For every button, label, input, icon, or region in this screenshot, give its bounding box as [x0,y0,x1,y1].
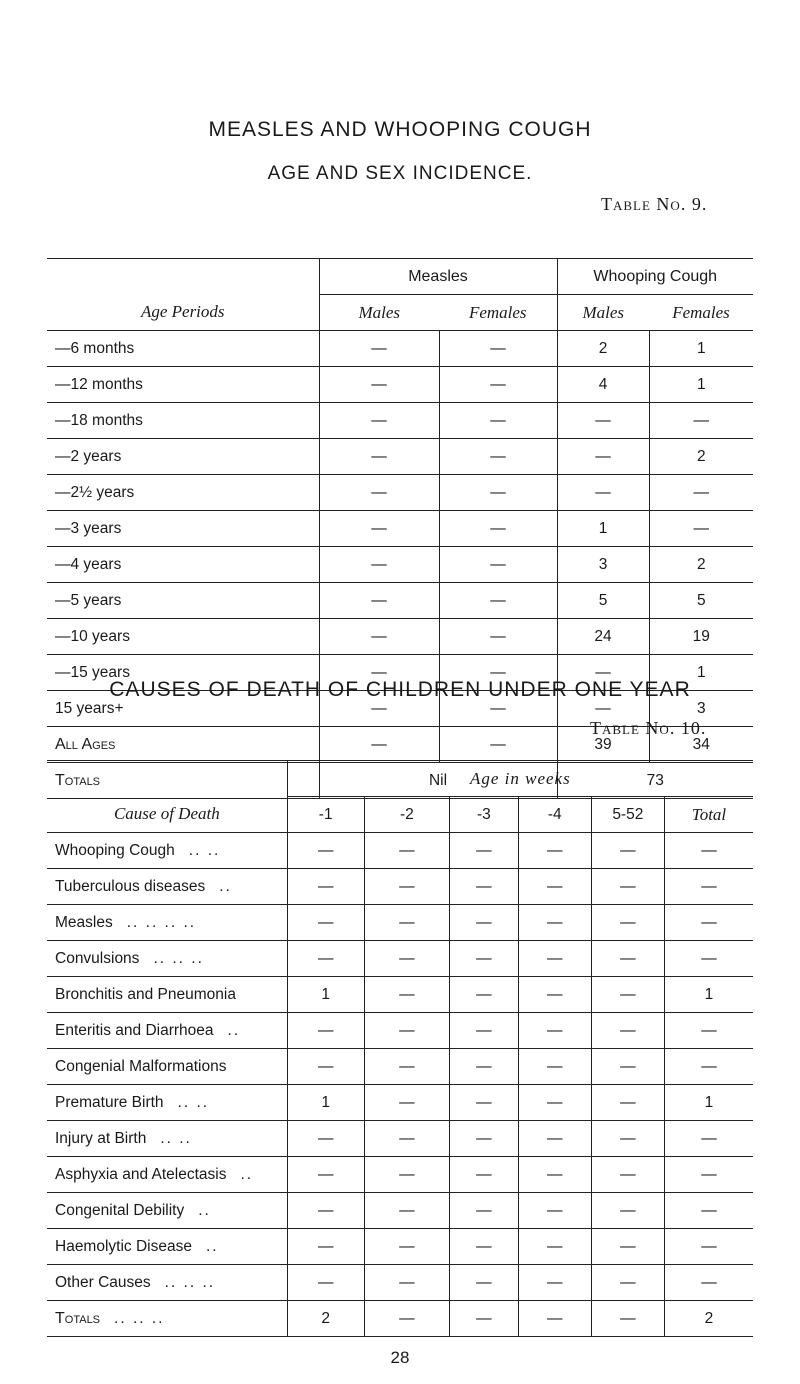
cell-value: — [664,905,753,941]
cell-value: — [591,833,664,869]
cell-m_m: — [319,439,439,475]
cell-value: — [450,833,519,869]
cell-w_f: 34 [649,727,753,763]
table-row [47,941,753,977]
cell-m_m: — [319,331,439,367]
cell-value: — [450,1157,519,1193]
header-age-in-weeks: Age in weeks [287,761,753,797]
cell-m_f: — [439,331,557,367]
cell-w_f: 1 [649,367,753,403]
table-row [47,977,753,1013]
header-whooping-males: Males [557,295,649,331]
cell-value: — [364,977,449,1013]
cell-m_f: — [439,583,557,619]
cause-label [47,1085,287,1121]
cause-label [47,905,287,941]
cell-value: — [518,1265,591,1301]
cell-m_f: — [439,619,557,655]
table-row [47,1049,753,1085]
cell-value: — [518,977,591,1013]
age-period-label: —15 years [47,655,319,691]
cause-label [47,1193,287,1229]
cell-value: — [591,1049,664,1085]
cell-m_m: — [319,547,439,583]
table-row [47,833,753,869]
cell-value: — [518,1121,591,1157]
cell-value: — [664,869,753,905]
cell-value: — [664,1157,753,1193]
cell-value: — [664,833,753,869]
table-row [47,403,753,439]
cell-value: — [518,1049,591,1085]
cell-value: — [518,869,591,905]
cell-value: — [518,1301,591,1337]
cell-m_m: — [319,583,439,619]
age-period-label: —12 months [47,367,319,403]
header-whooping-females: Females [649,295,753,331]
cell-value: — [591,1121,664,1157]
header-col-5: Total [664,797,753,833]
cell-value: — [518,1157,591,1193]
cell-value: — [364,1121,449,1157]
cell-w_f: 2 [649,547,753,583]
cell-w_f: 2 [649,439,753,475]
cell-w_f: — [649,511,753,547]
table-row [47,869,753,905]
age-period-label: —18 months [47,403,319,439]
totals-whooping-cough: 73 [557,763,753,799]
section1-title: MEASLES AND WHOOPING COUGH [208,118,592,141]
cause-name: Whooping Cough [55,841,175,859]
cell-value: — [364,1049,449,1085]
cell-value: — [664,941,753,977]
cell-m_m: — [319,655,439,691]
cell-value: — [364,905,449,941]
table-row [47,367,753,403]
cell-m_f: — [439,511,557,547]
leader-dots: .. .. .. [164,1273,216,1291]
cell-value: — [664,1049,753,1085]
cell-m_f: — [439,403,557,439]
table-row [47,511,753,547]
leader-dots: .. [227,1021,241,1039]
cell-w_m: 24 [557,619,649,655]
cell-value: — [664,1265,753,1301]
table-row [47,475,753,511]
cell-value: — [664,1229,753,1265]
cause-label [47,1121,287,1157]
cell-value: — [518,1193,591,1229]
table10-number: Table No. 10. [590,718,707,738]
cell-w_m: 4 [557,367,649,403]
header-whooping-cough: Whooping Cough [557,259,753,295]
cause-label [47,977,287,1013]
cause-label [47,1013,287,1049]
totals-measles: Nil [319,763,557,799]
cell-value: — [364,1157,449,1193]
cell-value: — [364,1013,449,1049]
cell-w_f: 3 [649,691,753,727]
cell-w_f: 1 [649,655,753,691]
cause-name: Congenial Malformations [55,1057,227,1075]
cell-value: — [591,1229,664,1265]
cell-value: — [518,833,591,869]
cell-value: — [450,977,519,1013]
cell-m_m: — [319,511,439,547]
cell-w_f: 19 [649,619,753,655]
table-row [47,1157,753,1193]
cell-value: — [364,1229,449,1265]
leader-dots: .. [240,1165,254,1183]
cause-name: Measles [55,913,113,931]
table-row [47,1265,753,1301]
cell-value: — [450,1013,519,1049]
cell-w_m: 1 [557,511,649,547]
cell-w_f: — [649,403,753,439]
cell-value: — [287,1193,364,1229]
age-period-label: —2 years [47,439,319,475]
cell-value: — [518,1013,591,1049]
age-period-label: —5 years [47,583,319,619]
age-period-label: —4 years [47,547,319,583]
leader-dots: .. [205,1237,219,1255]
cell-m_f: — [439,691,557,727]
cause-label [47,1229,287,1265]
header-col-2: -3 [450,797,519,833]
cell-value: — [287,1121,364,1157]
table-row [47,619,753,655]
leader-dots: .. .. .. [114,1309,165,1327]
cause-name: Totals [55,1309,101,1327]
totals-label [47,1301,287,1337]
cause-label [47,1049,287,1085]
cell-value: — [664,1193,753,1229]
cell-value: — [287,1013,364,1049]
cell-value: — [518,941,591,977]
cause-label [47,1265,287,1301]
table-causes-of-death [47,760,753,1337]
cell-value: — [364,833,449,869]
cell-value: — [591,1193,664,1229]
cell-w_m: — [557,439,649,475]
section1-subtitle: AGE AND SEX INCIDENCE. [267,163,533,184]
cell-value: — [364,1193,449,1229]
leader-dots: .. .. [160,1129,192,1147]
cell-value: — [591,905,664,941]
cell-value: — [591,1265,664,1301]
cell-value: — [287,833,364,869]
cell-value: — [450,1085,519,1121]
cell-value: — [450,1301,519,1337]
cell-m_f: — [439,727,557,763]
cell-value: — [591,977,664,1013]
cell-value: 1 [664,1085,753,1121]
cell-m_m: — [319,727,439,763]
cell-value: — [518,1229,591,1265]
cell-value: 2 [287,1301,364,1337]
cell-value: — [518,905,591,941]
cell-w_m: 2 [557,331,649,367]
totals-label: Totals [47,763,319,799]
cell-value: — [591,1085,664,1121]
cell-value: — [450,1229,519,1265]
cell-value: — [450,1121,519,1157]
cell-value: — [450,941,519,977]
cell-value: 1 [664,977,753,1013]
leader-dots: .. .. [188,841,221,859]
cell-value: — [287,1229,364,1265]
age-period-label: —2½ years [47,475,319,511]
cause-name: Enteritis and Diarrhoea [55,1021,214,1039]
cell-m_f: — [439,547,557,583]
cell-value: — [364,941,449,977]
cell-m_m: — [319,691,439,727]
header-measles-males: Males [319,295,439,331]
table-row [47,1229,753,1265]
table-row [47,1013,753,1049]
cause-name: Injury at Birth [55,1129,147,1147]
cause-label [47,869,287,905]
cell-value: — [591,941,664,977]
cell-value: — [287,1049,364,1085]
cell-value: — [591,1157,664,1193]
cause-name: Haemolytic Disease [55,1237,192,1255]
cause-name: Congenital Debility [55,1201,185,1219]
cause-label [47,941,287,977]
page-number: 28 [390,1348,410,1367]
header-age-periods: Age Periods [47,259,319,331]
cell-w_m: — [557,475,649,511]
cell-m_m: — [319,403,439,439]
header-col-3: -4 [518,797,591,833]
age-period-label: All Ages [47,727,319,763]
cause-name: Other Causes [55,1273,151,1291]
cell-value: 1 [287,977,364,1013]
cell-m_m: — [319,619,439,655]
cell-value: — [664,1121,753,1157]
cell-w_f: 5 [649,583,753,619]
header-col-1: -2 [364,797,449,833]
cell-w_m: 3 [557,547,649,583]
totals-row [47,1301,753,1337]
cause-name: Convulsions [55,949,140,967]
cell-m_m: — [319,367,439,403]
cell-m_f: — [439,655,557,691]
cell-value: — [518,1085,591,1121]
cell-w_m: — [557,691,649,727]
cell-value: — [450,905,519,941]
table-row [47,439,753,475]
cell-value: — [364,869,449,905]
cell-m_f: — [439,367,557,403]
cell-value: — [664,1013,753,1049]
cell-value: — [591,1301,664,1337]
cell-m_f: — [439,475,557,511]
leader-dots: .. [219,877,232,895]
cell-w_m: 5 [557,583,649,619]
cell-w_m: 39 [557,727,649,763]
cell-value: — [364,1265,449,1301]
cell-w_m: — [557,655,649,691]
leader-dots: .. .. [177,1093,210,1111]
cause-name: Tuberculous diseases [55,877,206,895]
cell-value: — [287,941,364,977]
cell-value: — [287,1157,364,1193]
cell-value: — [450,1265,519,1301]
cell-value: — [287,1265,364,1301]
cell-value: — [364,1085,449,1121]
table-row [47,905,753,941]
age-period-label: —6 months [47,331,319,367]
cell-value: — [287,869,364,905]
cell-value: — [364,1301,449,1337]
cell-m_m: — [319,475,439,511]
table-row [47,583,753,619]
age-period-label: —10 years [47,619,319,655]
cause-name: Asphyxia and Atelectasis [55,1165,227,1183]
age-period-label: 15 years+ [47,691,319,727]
header-cause-of-death: Cause of Death [47,761,287,833]
leader-dots: .. .. .. .. [126,913,197,931]
leader-dots: .. .. .. [153,949,204,967]
cell-value: — [591,869,664,905]
header-col-4: 5-52 [591,797,664,833]
cell-value: — [450,1049,519,1085]
table-row [47,1193,753,1229]
table-row [47,331,753,367]
cell-value: — [287,905,364,941]
leader-dots: .. [198,1201,211,1219]
cause-name: Premature Birth [55,1093,164,1111]
header-measles-females: Females [439,295,557,331]
age-period-label: —3 years [47,511,319,547]
header-measles: Measles [319,259,557,295]
table-row [47,1085,753,1121]
cell-value: — [450,869,519,905]
cell-value: 1 [287,1085,364,1121]
section2-title: CAUSES OF DEATH OF CHILDREN UNDER ONE YEAR [109,678,691,701]
cell-w_f: — [649,475,753,511]
cell-value: 2 [664,1301,753,1337]
table-row [47,1121,753,1157]
header-col-0: -1 [287,797,364,833]
cell-value: — [591,1013,664,1049]
table9-number: Table No. 9. [601,194,708,214]
cell-m_f: — [439,439,557,475]
cause-label [47,1157,287,1193]
cell-value: — [450,1193,519,1229]
cell-w_f: 1 [649,331,753,367]
table-row [47,547,753,583]
cause-label [47,833,287,869]
cell-w_m: — [557,403,649,439]
cause-name: Bronchitis and Pneumonia [55,985,236,1003]
